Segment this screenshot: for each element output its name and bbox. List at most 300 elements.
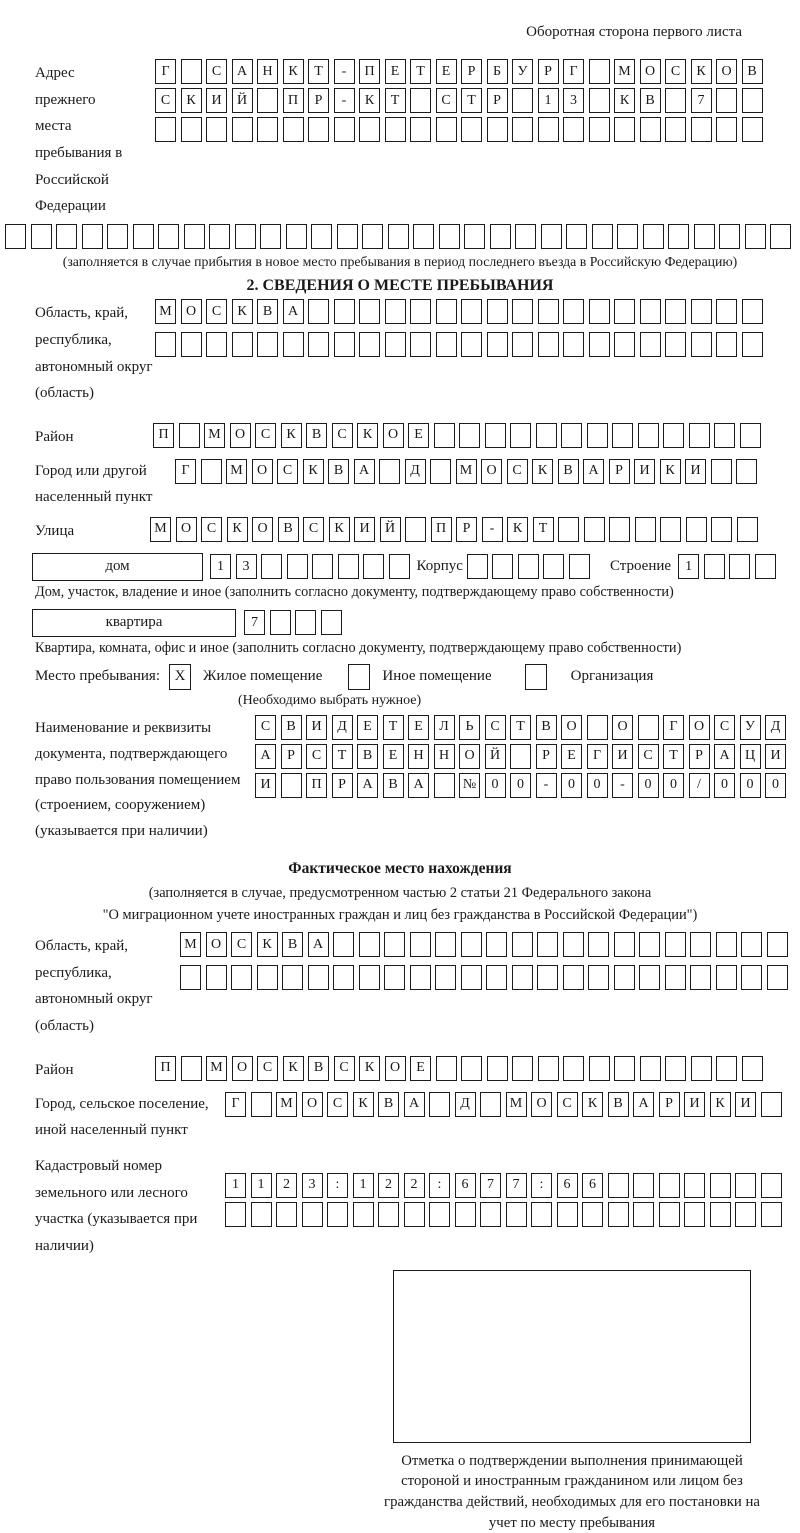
char-box[interactable]: К xyxy=(710,1092,731,1117)
char-box[interactable] xyxy=(461,299,482,324)
char-box[interactable]: О xyxy=(716,59,737,84)
char-box[interactable] xyxy=(512,932,533,957)
char-box[interactable] xyxy=(384,965,405,990)
char-box[interactable] xyxy=(413,224,434,249)
char-box[interactable]: О xyxy=(176,517,197,542)
char-box[interactable]: О xyxy=(385,1056,406,1081)
char-box[interactable] xyxy=(461,932,482,957)
char-box[interactable]: О xyxy=(252,459,273,484)
char-box[interactable]: 6 xyxy=(455,1173,476,1198)
char-box[interactable]: : xyxy=(531,1173,552,1198)
char-box[interactable]: К xyxy=(257,932,278,957)
char-box[interactable] xyxy=(308,299,329,324)
char-box[interactable] xyxy=(82,224,103,249)
char-box[interactable]: О xyxy=(481,459,502,484)
char-box[interactable] xyxy=(158,224,179,249)
char-box[interactable]: К xyxy=(329,517,350,542)
char-box[interactable] xyxy=(282,965,303,990)
char-box[interactable] xyxy=(206,332,227,357)
char-box[interactable] xyxy=(689,423,710,448)
char-box[interactable] xyxy=(737,517,758,542)
char-box[interactable]: И xyxy=(685,459,706,484)
char-box[interactable] xyxy=(690,932,711,957)
char-box[interactable] xyxy=(659,1202,680,1227)
char-box[interactable] xyxy=(587,423,608,448)
char-box[interactable] xyxy=(184,224,205,249)
char-box[interactable]: 1 xyxy=(678,554,699,579)
char-box[interactable]: В xyxy=(282,932,303,957)
char-box[interactable]: М xyxy=(276,1092,297,1117)
char-box[interactable]: П xyxy=(359,59,380,84)
char-box[interactable]: А xyxy=(714,744,735,769)
char-box[interactable] xyxy=(589,88,610,113)
char-box[interactable]: С xyxy=(714,715,735,740)
char-box[interactable] xyxy=(459,423,480,448)
char-box[interactable] xyxy=(321,610,342,635)
char-box[interactable]: Е xyxy=(383,744,404,769)
char-box[interactable] xyxy=(711,517,732,542)
char-box[interactable] xyxy=(538,1056,559,1081)
char-box[interactable]: № xyxy=(459,773,480,798)
char-box[interactable] xyxy=(480,1202,501,1227)
char-box[interactable]: П xyxy=(431,517,452,542)
char-box[interactable] xyxy=(257,117,278,142)
char-box[interactable] xyxy=(742,1056,763,1081)
char-box[interactable] xyxy=(761,1173,782,1198)
char-box[interactable] xyxy=(276,1202,297,1227)
char-box[interactable] xyxy=(531,1202,552,1227)
char-box[interactable] xyxy=(311,224,332,249)
char-box[interactable]: М xyxy=(155,299,176,324)
char-box[interactable] xyxy=(684,1173,705,1198)
char-box[interactable] xyxy=(410,332,431,357)
char-box[interactable] xyxy=(745,224,766,249)
char-box[interactable] xyxy=(543,554,564,579)
char-box[interactable] xyxy=(434,423,455,448)
char-box[interactable] xyxy=(327,1202,348,1227)
char-box[interactable] xyxy=(665,332,686,357)
char-box[interactable]: 3 xyxy=(302,1173,323,1198)
char-box[interactable]: Д xyxy=(765,715,786,740)
char-box[interactable]: К xyxy=(357,423,378,448)
char-box[interactable] xyxy=(740,423,761,448)
char-box[interactable] xyxy=(741,932,762,957)
char-box[interactable] xyxy=(487,332,508,357)
char-box[interactable] xyxy=(640,117,661,142)
char-box[interactable]: О xyxy=(230,423,251,448)
char-box[interactable] xyxy=(337,224,358,249)
char-box[interactable]: - xyxy=(482,517,503,542)
char-box[interactable]: Т xyxy=(383,715,404,740)
char-box[interactable] xyxy=(487,299,508,324)
char-box[interactable] xyxy=(686,517,707,542)
char-box[interactable]: / xyxy=(689,773,710,798)
char-box[interactable]: 0 xyxy=(714,773,735,798)
char-box[interactable]: - xyxy=(334,59,355,84)
char-box[interactable] xyxy=(640,1056,661,1081)
char-box[interactable]: А xyxy=(354,459,375,484)
char-box[interactable] xyxy=(588,965,609,990)
char-box[interactable]: О xyxy=(181,299,202,324)
char-box[interactable]: М xyxy=(150,517,171,542)
char-box[interactable] xyxy=(755,554,776,579)
char-box[interactable] xyxy=(512,332,533,357)
char-box[interactable]: Г xyxy=(663,715,684,740)
char-box[interactable]: Г xyxy=(155,59,176,84)
char-box[interactable] xyxy=(640,299,661,324)
char-box[interactable] xyxy=(389,554,410,579)
char-box[interactable]: Р xyxy=(332,773,353,798)
char-box[interactable] xyxy=(506,1202,527,1227)
char-box[interactable]: М xyxy=(180,932,201,957)
char-box[interactable]: О xyxy=(561,715,582,740)
char-box[interactable] xyxy=(690,965,711,990)
char-box[interactable] xyxy=(461,965,482,990)
char-box[interactable]: К xyxy=(181,88,202,113)
char-box[interactable]: С xyxy=(277,459,298,484)
char-box[interactable] xyxy=(716,332,737,357)
char-box[interactable] xyxy=(735,1202,756,1227)
char-box[interactable] xyxy=(486,965,507,990)
char-box[interactable] xyxy=(467,554,488,579)
char-box[interactable]: А xyxy=(357,773,378,798)
char-box[interactable]: П xyxy=(306,773,327,798)
char-box[interactable] xyxy=(261,554,282,579)
char-box[interactable]: Б xyxy=(487,59,508,84)
char-box[interactable] xyxy=(714,423,735,448)
char-box[interactable]: К xyxy=(532,459,553,484)
char-box[interactable] xyxy=(286,224,307,249)
char-box[interactable] xyxy=(257,332,278,357)
char-box[interactable]: С xyxy=(306,744,327,769)
char-box[interactable] xyxy=(492,554,513,579)
char-box[interactable]: О xyxy=(206,932,227,957)
char-box[interactable]: Р xyxy=(609,459,630,484)
char-box[interactable] xyxy=(334,117,355,142)
char-box[interactable]: С xyxy=(327,1092,348,1117)
char-box[interactable] xyxy=(614,299,635,324)
char-box[interactable]: В xyxy=(558,459,579,484)
char-box[interactable] xyxy=(608,1202,629,1227)
char-box[interactable] xyxy=(201,459,222,484)
char-box[interactable]: Г xyxy=(587,744,608,769)
char-box[interactable] xyxy=(614,965,635,990)
char-box[interactable] xyxy=(181,1056,202,1081)
char-box[interactable] xyxy=(691,117,712,142)
char-box[interactable]: А xyxy=(283,299,304,324)
char-box[interactable]: С xyxy=(255,423,276,448)
char-box[interactable] xyxy=(333,965,354,990)
char-box[interactable]: - xyxy=(612,773,633,798)
char-box[interactable]: А xyxy=(232,59,253,84)
char-box[interactable] xyxy=(515,224,536,249)
char-box[interactable]: Н xyxy=(257,59,278,84)
char-box[interactable] xyxy=(334,332,355,357)
char-box[interactable] xyxy=(31,224,52,249)
char-box[interactable]: И xyxy=(306,715,327,740)
char-box[interactable] xyxy=(410,299,431,324)
char-box[interactable] xyxy=(742,88,763,113)
char-box[interactable]: Г xyxy=(563,59,584,84)
char-box[interactable] xyxy=(359,299,380,324)
char-box[interactable] xyxy=(767,965,788,990)
char-box[interactable] xyxy=(410,932,431,957)
char-box[interactable]: С xyxy=(231,932,252,957)
char-box[interactable]: К xyxy=(281,423,302,448)
char-box[interactable] xyxy=(537,932,558,957)
char-box[interactable]: В xyxy=(608,1092,629,1117)
char-box[interactable] xyxy=(308,332,329,357)
char-box[interactable]: К xyxy=(507,517,528,542)
char-box[interactable] xyxy=(155,117,176,142)
char-box[interactable] xyxy=(385,299,406,324)
char-box[interactable] xyxy=(485,423,506,448)
char-box[interactable] xyxy=(429,1202,450,1227)
char-box[interactable]: О xyxy=(252,517,273,542)
char-box[interactable]: Р xyxy=(487,88,508,113)
char-box[interactable]: Й xyxy=(380,517,401,542)
char-box[interactable] xyxy=(312,554,333,579)
char-box[interactable] xyxy=(716,932,737,957)
char-box[interactable]: А xyxy=(255,744,276,769)
char-box[interactable] xyxy=(487,1056,508,1081)
char-box[interactable] xyxy=(353,1202,374,1227)
char-box[interactable] xyxy=(206,965,227,990)
char-box[interactable] xyxy=(588,932,609,957)
char-box[interactable] xyxy=(742,332,763,357)
char-box[interactable]: В xyxy=(278,517,299,542)
char-box[interactable] xyxy=(206,117,227,142)
char-box[interactable] xyxy=(384,932,405,957)
char-box[interactable]: 6 xyxy=(582,1173,603,1198)
char-box[interactable] xyxy=(612,423,633,448)
char-box[interactable] xyxy=(512,1056,533,1081)
char-box[interactable] xyxy=(181,332,202,357)
char-box[interactable] xyxy=(512,88,533,113)
char-box[interactable] xyxy=(133,224,154,249)
char-box[interactable] xyxy=(334,299,355,324)
char-box[interactable] xyxy=(589,1056,610,1081)
char-box[interactable] xyxy=(270,610,291,635)
char-box[interactable] xyxy=(436,117,457,142)
char-box[interactable]: М xyxy=(206,1056,227,1081)
char-box[interactable] xyxy=(691,1056,712,1081)
char-box[interactable] xyxy=(461,117,482,142)
char-box[interactable] xyxy=(770,224,791,249)
char-box[interactable]: В xyxy=(328,459,349,484)
char-box[interactable] xyxy=(589,332,610,357)
char-box[interactable]: Д xyxy=(332,715,353,740)
char-box[interactable] xyxy=(665,1056,686,1081)
char-box[interactable]: Р xyxy=(659,1092,680,1117)
char-box[interactable]: Т xyxy=(461,88,482,113)
char-box[interactable]: И xyxy=(354,517,375,542)
char-box[interactable]: С xyxy=(155,88,176,113)
char-box[interactable] xyxy=(410,965,431,990)
char-box[interactable]: А xyxy=(633,1092,654,1117)
char-box[interactable]: У xyxy=(512,59,533,84)
char-box[interactable]: И xyxy=(735,1092,756,1117)
char-box[interactable]: К xyxy=(303,459,324,484)
char-box[interactable]: К xyxy=(283,59,304,84)
char-box[interactable]: С xyxy=(638,744,659,769)
char-box[interactable] xyxy=(510,423,531,448)
char-box[interactable]: 0 xyxy=(587,773,608,798)
char-box[interactable] xyxy=(385,332,406,357)
char-box[interactable] xyxy=(716,299,737,324)
char-box[interactable] xyxy=(257,88,278,113)
char-box[interactable]: Т xyxy=(663,744,684,769)
char-box[interactable] xyxy=(569,554,590,579)
char-box[interactable]: С xyxy=(201,517,222,542)
char-box[interactable]: В xyxy=(742,59,763,84)
char-box[interactable] xyxy=(287,554,308,579)
char-box[interactable]: 0 xyxy=(740,773,761,798)
char-box[interactable]: М xyxy=(456,459,477,484)
char-box[interactable]: Е xyxy=(410,1056,431,1081)
char-box[interactable]: К xyxy=(582,1092,603,1117)
char-box[interactable] xyxy=(663,423,684,448)
char-box[interactable]: Н xyxy=(408,744,429,769)
char-box[interactable]: И xyxy=(612,744,633,769)
char-box[interactable]: К xyxy=(691,59,712,84)
char-box[interactable] xyxy=(486,932,507,957)
char-box[interactable] xyxy=(635,517,656,542)
char-box[interactable]: К xyxy=(227,517,248,542)
char-box[interactable]: И xyxy=(255,773,276,798)
char-box[interactable] xyxy=(464,224,485,249)
char-box[interactable]: О xyxy=(302,1092,323,1117)
char-box[interactable]: С xyxy=(485,715,506,740)
char-box[interactable]: К xyxy=(660,459,681,484)
char-box[interactable]: 7 xyxy=(691,88,712,113)
char-box[interactable]: Т xyxy=(385,88,406,113)
char-box[interactable]: М xyxy=(506,1092,527,1117)
char-box[interactable] xyxy=(719,224,740,249)
char-box[interactable]: С xyxy=(557,1092,578,1117)
char-box[interactable] xyxy=(225,1202,246,1227)
char-box[interactable]: Р xyxy=(456,517,477,542)
char-box[interactable]: В xyxy=(257,299,278,324)
char-box[interactable]: С xyxy=(334,1056,355,1081)
char-box[interactable] xyxy=(563,1056,584,1081)
char-box[interactable]: Р xyxy=(536,744,557,769)
char-box[interactable] xyxy=(716,1056,737,1081)
char-box[interactable]: Е xyxy=(385,59,406,84)
char-box[interactable]: П xyxy=(283,88,304,113)
char-box[interactable] xyxy=(742,299,763,324)
char-box[interactable] xyxy=(665,117,686,142)
char-box[interactable]: О xyxy=(689,715,710,740)
char-box[interactable] xyxy=(617,224,638,249)
char-box[interactable]: 7 xyxy=(244,610,265,635)
char-box[interactable]: И xyxy=(684,1092,705,1117)
char-box[interactable]: 3 xyxy=(236,554,257,579)
char-box[interactable] xyxy=(614,332,635,357)
char-box[interactable] xyxy=(436,332,457,357)
char-box[interactable] xyxy=(410,117,431,142)
char-box[interactable]: М xyxy=(226,459,247,484)
char-box[interactable] xyxy=(633,1173,654,1198)
char-box[interactable]: Р xyxy=(689,744,710,769)
char-box[interactable] xyxy=(640,332,661,357)
char-box[interactable]: К xyxy=(614,88,635,113)
char-box[interactable]: Е xyxy=(436,59,457,84)
char-box[interactable] xyxy=(260,224,281,249)
char-box[interactable]: И xyxy=(634,459,655,484)
char-box[interactable]: : xyxy=(327,1173,348,1198)
char-box[interactable]: А xyxy=(583,459,604,484)
char-box[interactable] xyxy=(614,932,635,957)
char-box[interactable] xyxy=(638,715,659,740)
char-box[interactable]: 2 xyxy=(276,1173,297,1198)
char-box[interactable]: В xyxy=(308,1056,329,1081)
char-box[interactable] xyxy=(512,965,533,990)
char-box[interactable] xyxy=(691,299,712,324)
char-box[interactable]: В xyxy=(640,88,661,113)
char-box[interactable]: И xyxy=(765,744,786,769)
char-box[interactable] xyxy=(538,332,559,357)
char-box[interactable]: Р xyxy=(461,59,482,84)
char-box[interactable] xyxy=(633,1202,654,1227)
char-box[interactable] xyxy=(363,554,384,579)
char-box[interactable] xyxy=(563,117,584,142)
char-box[interactable]: А xyxy=(408,773,429,798)
char-box[interactable] xyxy=(608,1173,629,1198)
char-box[interactable]: С xyxy=(255,715,276,740)
char-box[interactable] xyxy=(767,932,788,957)
char-box[interactable] xyxy=(761,1202,782,1227)
char-box[interactable]: 6 xyxy=(557,1173,578,1198)
char-box[interactable] xyxy=(490,224,511,249)
char-box[interactable]: Т xyxy=(510,715,531,740)
char-box[interactable]: О xyxy=(459,744,480,769)
char-box[interactable] xyxy=(592,224,613,249)
char-box[interactable]: О xyxy=(612,715,633,740)
char-box[interactable] xyxy=(388,224,409,249)
char-box[interactable]: Р xyxy=(538,59,559,84)
char-box[interactable] xyxy=(536,423,557,448)
char-box[interactable] xyxy=(430,459,451,484)
char-box[interactable] xyxy=(251,1202,272,1227)
char-box[interactable]: С xyxy=(206,299,227,324)
char-box[interactable]: В xyxy=(281,715,302,740)
char-box[interactable] xyxy=(378,1202,399,1227)
char-box[interactable] xyxy=(659,1173,680,1198)
checkbox-organization[interactable] xyxy=(525,664,547,690)
char-box[interactable]: В xyxy=(383,773,404,798)
char-box[interactable] xyxy=(710,1173,731,1198)
char-box[interactable] xyxy=(235,224,256,249)
char-box[interactable]: Д xyxy=(405,459,426,484)
char-box[interactable]: К xyxy=(232,299,253,324)
char-box[interactable] xyxy=(589,299,610,324)
char-box[interactable]: А xyxy=(308,932,329,957)
char-box[interactable]: 3 xyxy=(563,88,584,113)
char-box[interactable]: П xyxy=(155,1056,176,1081)
char-box[interactable] xyxy=(638,423,659,448)
char-box[interactable]: П xyxy=(153,423,174,448)
char-box[interactable] xyxy=(639,932,660,957)
char-box[interactable] xyxy=(729,554,750,579)
char-box[interactable]: С xyxy=(206,59,227,84)
char-box[interactable]: В xyxy=(357,744,378,769)
char-box[interactable]: 0 xyxy=(510,773,531,798)
char-box[interactable]: О xyxy=(640,59,661,84)
char-box[interactable]: Е xyxy=(561,744,582,769)
char-box[interactable]: 1 xyxy=(538,88,559,113)
char-box[interactable]: Ь xyxy=(459,715,480,740)
